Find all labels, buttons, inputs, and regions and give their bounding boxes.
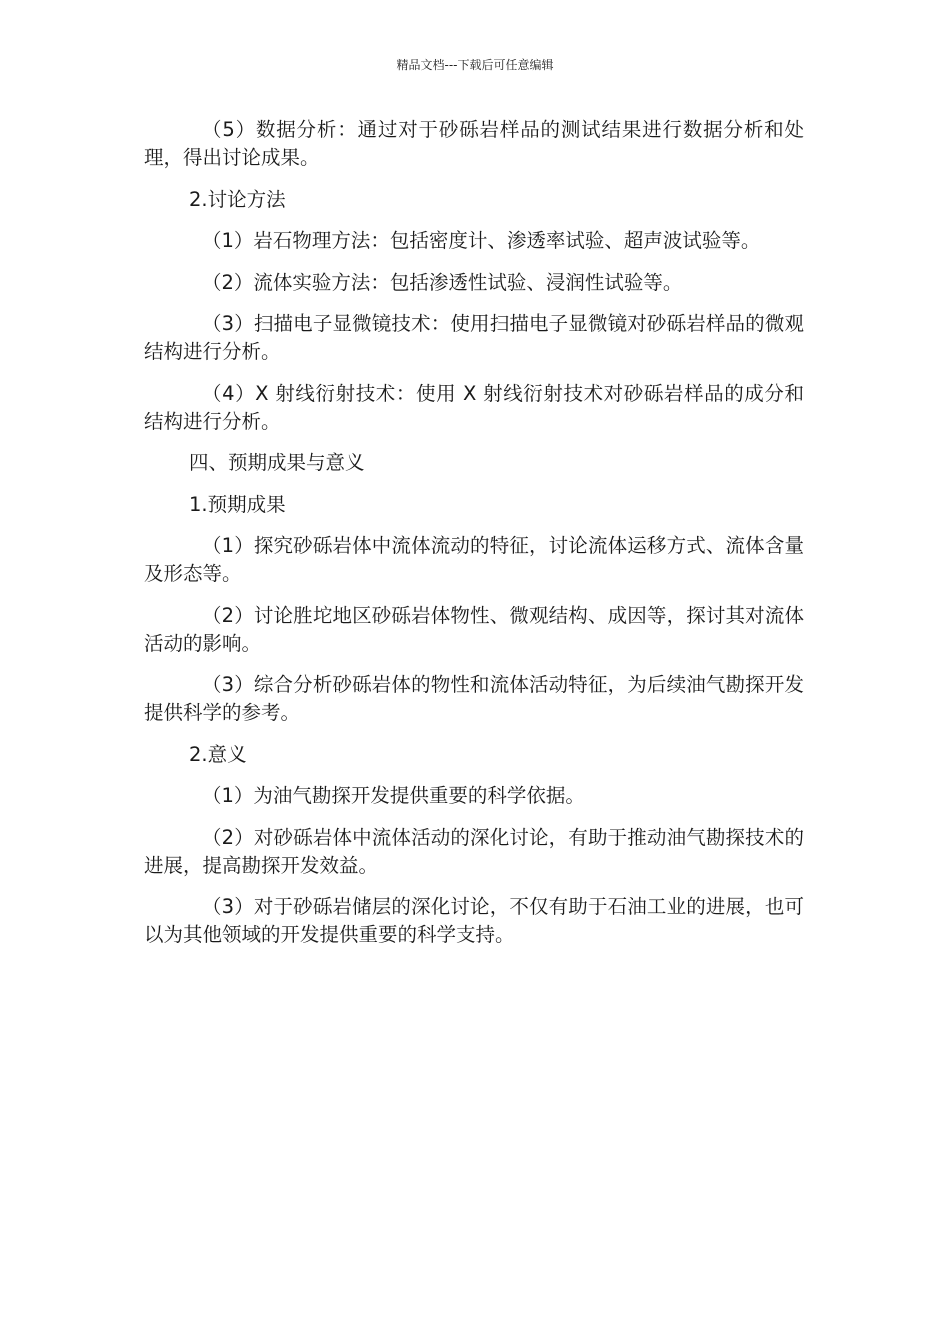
page-header: 精品文档---下载后可任意编辑 bbox=[396, 58, 554, 72]
heading-expected-results-significance: 四、预期成果与意义 bbox=[189, 451, 365, 474]
paragraph-significance-1: （1）为油气勘探开发提供重要的科学依据。 bbox=[202, 784, 585, 807]
heading-discussion-methods: 2.讨论方法 bbox=[189, 187, 286, 211]
paragraph-result-3: （3）综合分析砂砾岩体的物性和流体活动特征，为后续油气勘探开发提供科学的参考。 bbox=[144, 673, 804, 724]
paragraph-significance-2: （2）对砂砾岩体中流体活动的深化讨论，有助于推动油气勘探技术的进展，提高勘探开发效益。 bbox=[144, 825, 804, 877]
heading-significance: 2.意义 bbox=[189, 742, 247, 766]
paragraph-rock-physics: （1）岩石物理方法：包括密度计、渗透率试验、超声波试验等。 bbox=[202, 229, 761, 252]
paragraph-fluid-experiment: （2）流体实验方法：包括渗透性试验、浸润性试验等。 bbox=[202, 270, 683, 294]
paragraph-significance-3: （3）对于砂砾岩储层的深化讨论，不仅有助于石油工业的进展，也可以为其他领域的开发提供重要的科学支持。 bbox=[144, 895, 804, 946]
paragraph-xrd: （4）X 射线衍射技术：使用 X 射线衍射技术对砂砾岩样品的成分和结构进行分析。 bbox=[144, 381, 804, 433]
heading-expected-results: 1.预期成果 bbox=[189, 492, 286, 516]
paragraph-result-1: （1）探究砂砾岩体中流体流动的特征，讨论流体运移方式、流体含量及形态等。 bbox=[144, 534, 804, 585]
paragraph-result-2: （2）讨论胜坨地区砂砾岩体物性、微观结构、成因等，探讨其对流体活动的影响。 bbox=[144, 603, 804, 655]
document-body bbox=[144, 116, 804, 963]
paragraph-sem: （3）扫描电子显微镜技术：使用扫描电子显微镜对砂砾岩样品的微观结构进行分析。 bbox=[144, 312, 804, 363]
paragraph-data-analysis: （5）数据分析：通过对于砂砾岩样品的测试结果进行数据分析和处理，得出讨论成果。 bbox=[144, 118, 804, 169]
